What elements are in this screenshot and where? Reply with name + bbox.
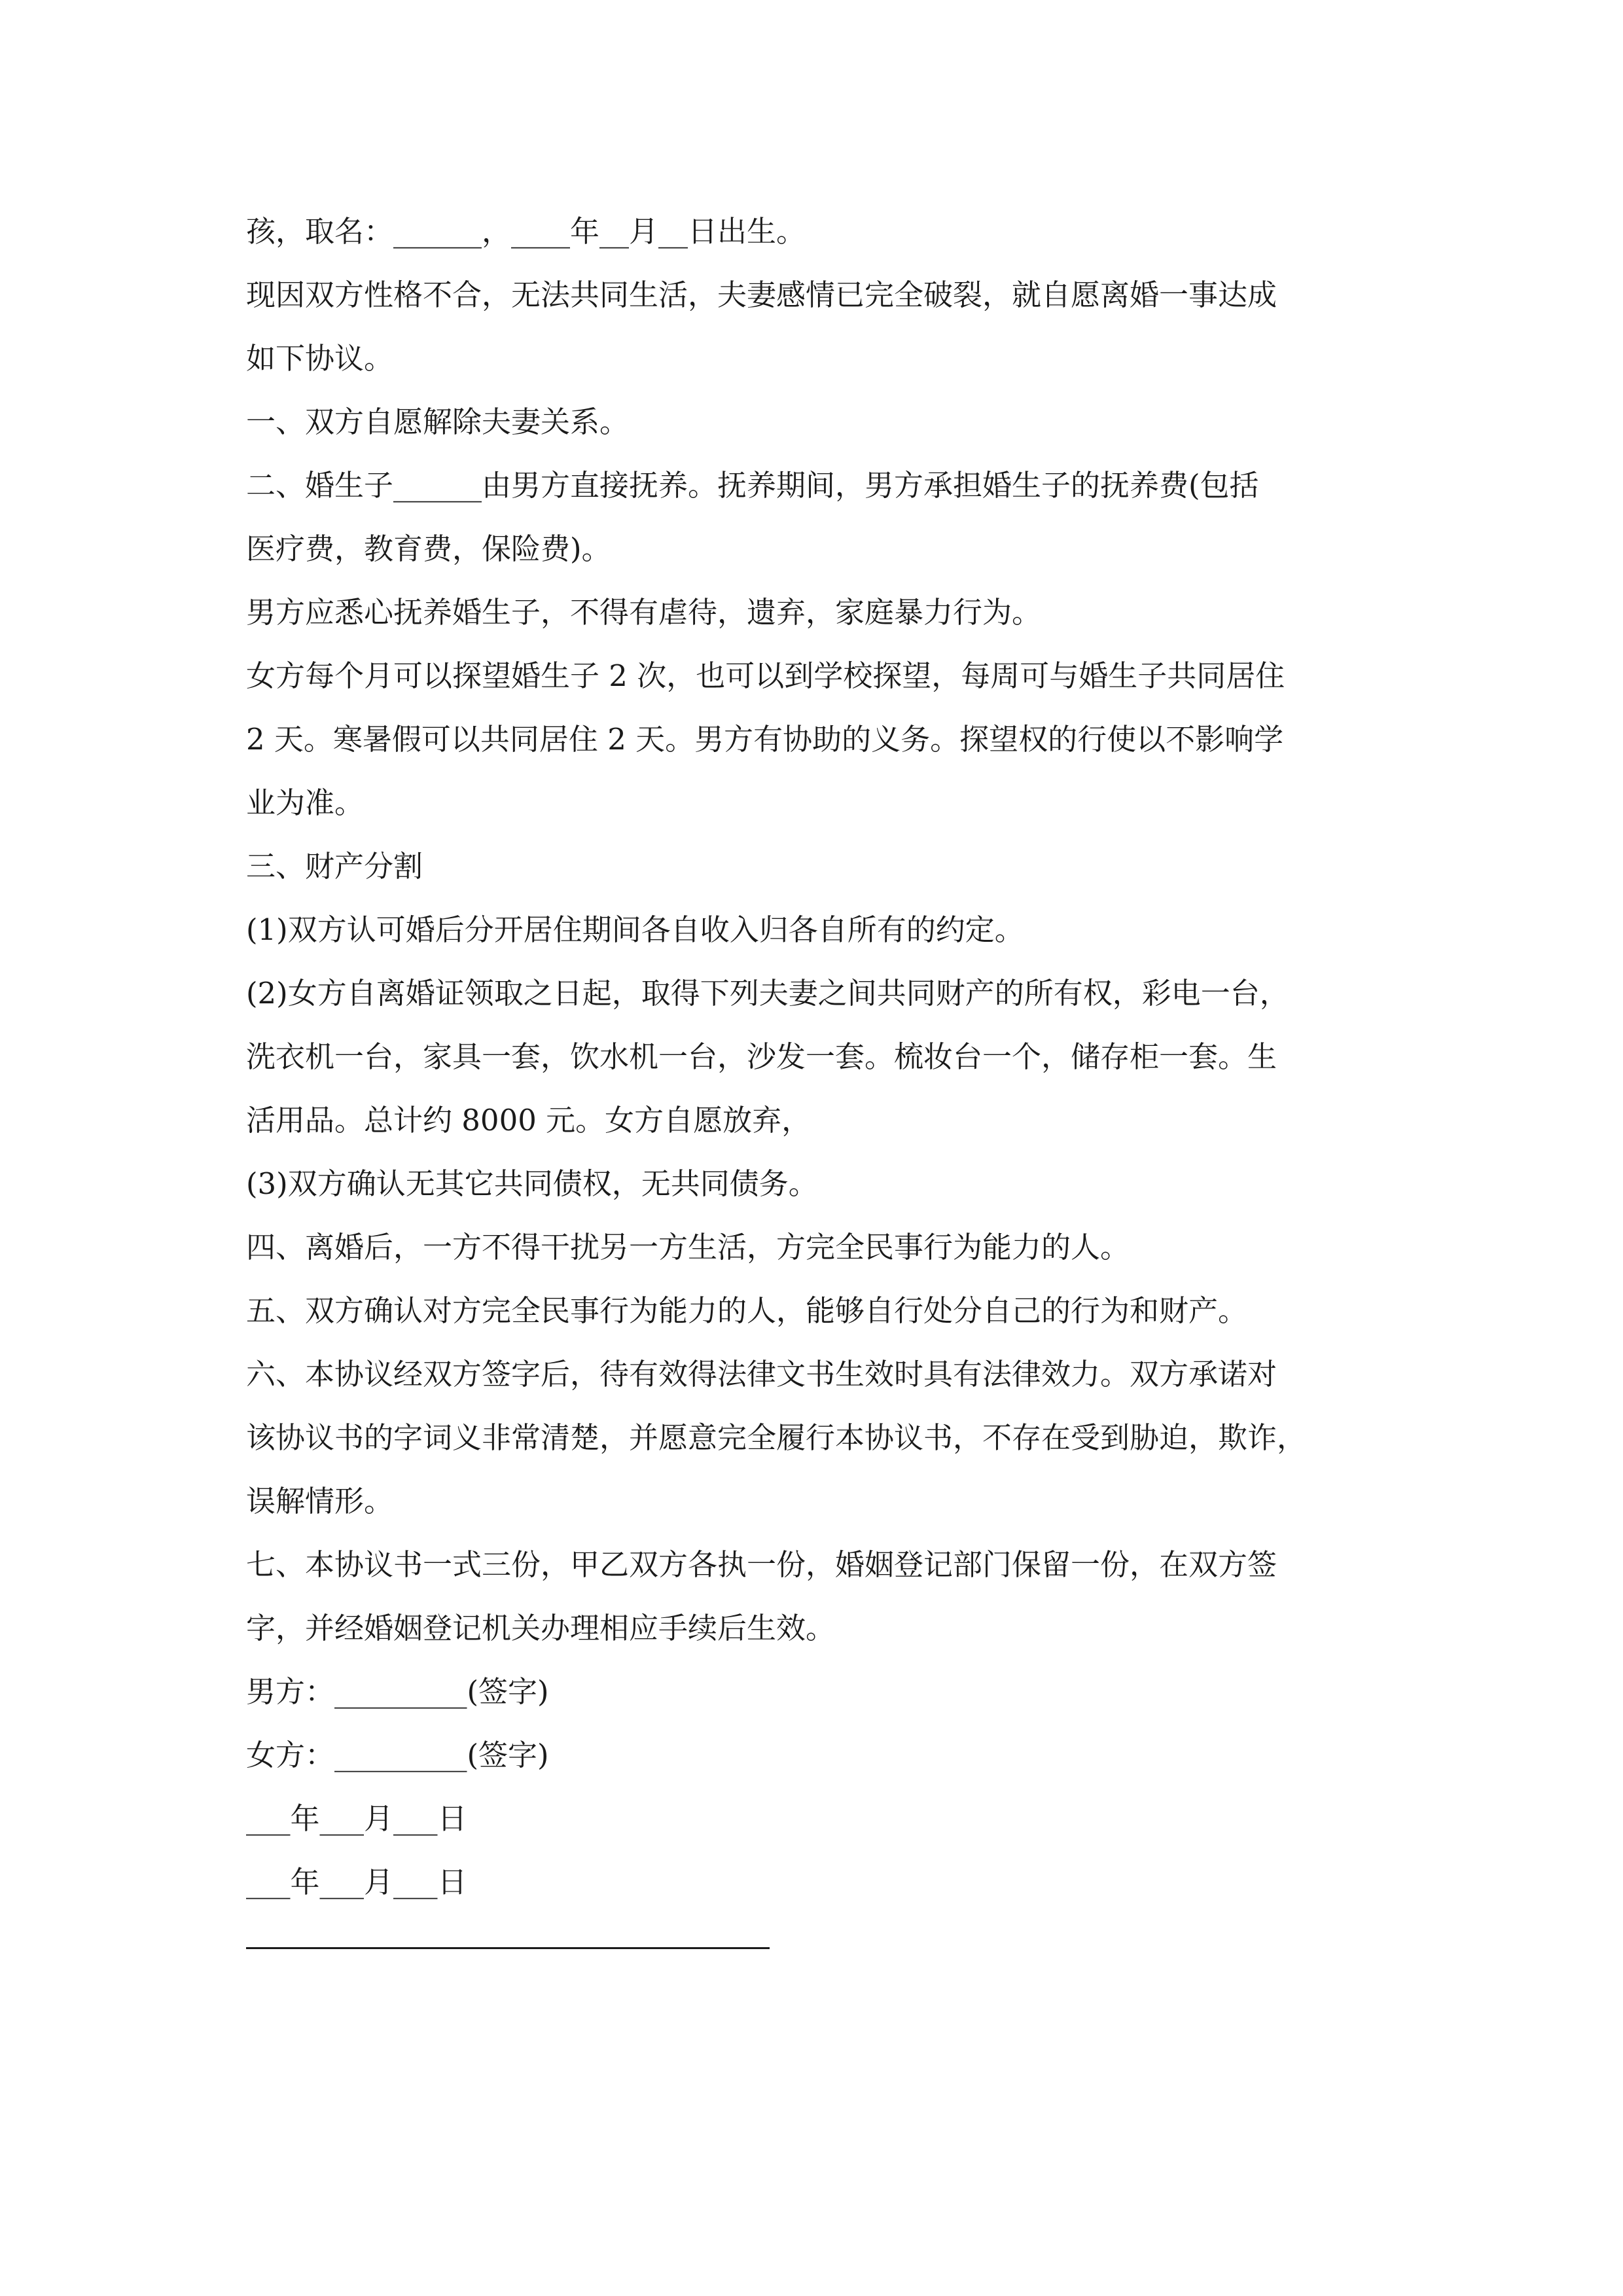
clause-3-item-2-line3: 活用品。总计约 8000 元。女方自愿放弃， xyxy=(246,1103,812,1138)
clause-6-line1: 六、本协议经双方签字后，待有效得法律文书生效时具有法律效力。双方承诺对 xyxy=(246,1357,1277,1391)
document-body xyxy=(246,200,1385,1914)
clause-3-item-3: (3)双方确认无其它共同债权，无共同债务。 xyxy=(246,1166,818,1201)
clause-3-item-1: (1)双方认可婚后分开居住期间各自收入归各自所有的约定。 xyxy=(246,912,1024,947)
paragraph-reason-line2: 如下协议。 xyxy=(246,341,394,376)
clause-2-visit-line1: 女方每个月可以探望婚生子 2 次，也可以到学校探望，每周可与婚生子共同居住 xyxy=(246,658,1285,693)
paragraph-reason-line1: 现因双方性格不合，无法共同生活，夫妻感情已完全破裂，就自愿离婚一事达成 xyxy=(246,278,1277,312)
clause-2-duty: 男方应悉心抚养婚生子，不得有虐待，遗弃，家庭暴力行为。 xyxy=(246,595,1042,630)
clause-2-visit-line3: 业为准。 xyxy=(246,785,365,820)
clause-7-line1: 七、本协议书一式三份，甲乙双方各执一份，婚姻登记部门保留一份，在双方签 xyxy=(246,1547,1277,1582)
clause-7-line2: 字，并经婚姻登记机关办理相应手续后生效。 xyxy=(246,1611,836,1645)
clause-3-item-2-line2: 洗衣机一台，家具一套，饮水机一台，沙发一套。梳妆台一个，储存柜一套。生 xyxy=(246,1039,1277,1074)
clause-1: 一、双方自愿解除夫妻关系。 xyxy=(246,404,630,439)
clause-6-line3: 误解情形。 xyxy=(246,1484,394,1518)
paragraph-child-name-birth: 孩，取名：______，____年__月__日出生。 xyxy=(246,214,806,249)
clause-3-item-2-line1: (2)女方自离婚证领取之日起，取得下列夫妻之间共同财产的所有权，彩电一台， xyxy=(246,976,1289,1011)
date-line-2: ___年___月___日 xyxy=(246,1865,467,1899)
clause-2-line1: 二、婚生子______由男方直接抚养。抚养期间，男方承担婚生子的抚养费(包括 xyxy=(246,468,1259,503)
clause-2-visit-line2: 2 天。寒暑假可以共同居住 2 天。男方有协助的义务。探望权的行使以不影响学 xyxy=(246,722,1284,757)
clause-5: 五、双方确认对方完全民事行为能力的人，能够自行处分自己的行为和财产。 xyxy=(246,1293,1248,1328)
signature-male: 男方：_________(签字) xyxy=(246,1674,549,1709)
signature-female: 女方：_________(签字) xyxy=(246,1738,549,1772)
clause-6-line2: 该协议书的字词义非常清楚，并愿意完全履行本协议书，不存在受到胁迫，欺诈， xyxy=(246,1420,1307,1455)
clause-3-heading: 三、财产分割 xyxy=(246,849,423,884)
clause-2-line2: 医疗费，教育费，保险费)。 xyxy=(246,531,611,566)
clause-4: 四、离婚后，一方不得干扰另一方生活，方完全民事行为能力的人。 xyxy=(246,1230,1130,1265)
closing-rule-divider xyxy=(246,1947,770,1949)
date-line-1: ___年___月___日 xyxy=(246,1801,467,1836)
